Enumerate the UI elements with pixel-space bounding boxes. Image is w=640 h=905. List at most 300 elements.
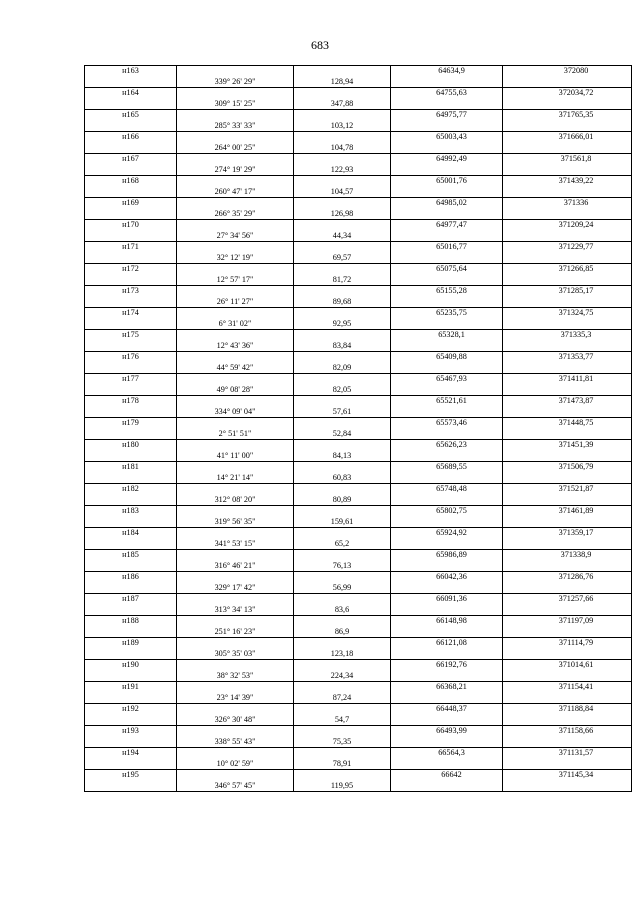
segment-row [85,561,632,572]
empty-cell [177,286,294,297]
empty-cell [177,264,294,275]
empty-cell [85,363,177,374]
y-coordinate-cell: 371353,77 [503,352,632,363]
point-name-cell: н163 [85,66,177,77]
empty-cell [177,704,294,715]
empty-cell [294,594,391,605]
coordinates-table-body [85,66,632,792]
empty-cell [391,693,503,704]
x-coordinate-cell: 65748,48 [391,484,503,495]
point-name-cell: н164 [85,88,177,99]
y-coordinate-cell: 371257,66 [503,594,632,605]
point-name-cell: н169 [85,198,177,209]
point-name-cell: н193 [85,726,177,737]
segment-length-cell: 82,05 [294,385,391,396]
point-row [85,242,632,253]
point-row [85,176,632,187]
segment-length-cell: 86,9 [294,627,391,638]
point-row [85,594,632,605]
point-name-cell: н179 [85,418,177,429]
x-coordinate-cell: 66642 [391,770,503,781]
empty-cell [503,209,632,220]
empty-cell [177,176,294,187]
x-coordinate-cell: 65001,76 [391,176,503,187]
empty-cell [294,682,391,693]
segment-row [85,605,632,616]
empty-cell [177,308,294,319]
page-number: 683 [311,38,329,52]
empty-cell [177,132,294,143]
empty-cell [503,253,632,264]
y-coordinate-cell: 372080 [503,66,632,77]
empty-cell [177,418,294,429]
empty-cell [177,462,294,473]
point-row [85,286,632,297]
empty-cell [177,198,294,209]
y-coordinate-cell: 371014,61 [503,660,632,671]
x-coordinate-cell: 66368,21 [391,682,503,693]
empty-cell [177,154,294,165]
empty-cell [294,506,391,517]
empty-cell [177,88,294,99]
direction-angle-cell: 266° 35' 29" [177,209,294,220]
direction-angle-cell: 274° 19' 29" [177,165,294,176]
empty-cell [177,440,294,451]
empty-cell [391,231,503,242]
y-coordinate-cell: 371448,75 [503,418,632,429]
point-name-cell: н167 [85,154,177,165]
point-name-cell: н194 [85,748,177,759]
y-coordinate-cell: 371461,89 [503,506,632,517]
empty-cell [85,539,177,550]
empty-cell [85,319,177,330]
x-coordinate-cell: 66148,98 [391,616,503,627]
empty-cell [294,638,391,649]
segment-length-cell: 104,57 [294,187,391,198]
empty-cell [503,759,632,770]
empty-cell [503,297,632,308]
x-coordinate-cell: 65409,88 [391,352,503,363]
y-coordinate-cell: 371561,8 [503,154,632,165]
segment-row [85,649,632,660]
direction-angle-cell: 26° 11' 27" [177,297,294,308]
empty-cell [85,671,177,682]
point-name-cell: н184 [85,528,177,539]
empty-cell [177,572,294,583]
empty-cell [177,550,294,561]
segment-row [85,473,632,484]
segment-length-cell: 75,35 [294,737,391,748]
empty-cell [391,605,503,616]
x-coordinate-cell: 65573,46 [391,418,503,429]
direction-angle-cell: 44° 59' 42" [177,363,294,374]
empty-cell [294,242,391,253]
point-row [85,462,632,473]
x-coordinate-cell: 66564,3 [391,748,503,759]
empty-cell [391,407,503,418]
empty-cell [85,253,177,264]
point-name-cell: н170 [85,220,177,231]
empty-cell [503,517,632,528]
x-coordinate-cell: 65235,75 [391,308,503,319]
empty-cell [85,561,177,572]
empty-cell [177,506,294,517]
point-row [85,572,632,583]
segment-row [85,385,632,396]
segment-length-cell: 347,88 [294,99,391,110]
segment-length-cell: 52,84 [294,429,391,440]
empty-cell [503,121,632,132]
y-coordinate-cell: 371188,84 [503,704,632,715]
empty-cell [294,440,391,451]
direction-angle-cell: 313° 34' 13" [177,605,294,616]
segment-row [85,759,632,770]
empty-cell [503,627,632,638]
empty-cell [294,770,391,781]
empty-cell [85,121,177,132]
y-coordinate-cell: 372034,72 [503,88,632,99]
empty-cell [85,781,177,792]
x-coordinate-cell: 64985,02 [391,198,503,209]
empty-cell [391,363,503,374]
empty-cell [85,99,177,110]
direction-angle-cell: 49° 08' 28" [177,385,294,396]
x-coordinate-cell: 65521,61 [391,396,503,407]
empty-cell [294,374,391,385]
point-row [85,704,632,715]
empty-cell [391,781,503,792]
empty-cell [503,187,632,198]
direction-angle-cell: 346° 57' 45" [177,781,294,792]
direction-angle-cell: 38° 32' 53" [177,671,294,682]
segment-length-cell: 123,18 [294,649,391,660]
y-coordinate-cell: 371765,35 [503,110,632,121]
point-name-cell: н188 [85,616,177,627]
x-coordinate-cell: 64634,9 [391,66,503,77]
empty-cell [177,682,294,693]
x-coordinate-cell: 65802,75 [391,506,503,517]
segment-row [85,407,632,418]
empty-cell [177,726,294,737]
segment-row [85,517,632,528]
empty-cell [503,451,632,462]
point-name-cell: н175 [85,330,177,341]
empty-cell [391,671,503,682]
segment-row [85,495,632,506]
empty-cell [85,165,177,176]
point-row [85,110,632,121]
point-name-cell: н176 [85,352,177,363]
empty-cell [85,209,177,220]
segment-row [85,187,632,198]
empty-cell [85,407,177,418]
empty-cell [177,660,294,671]
point-name-cell: н185 [85,550,177,561]
empty-cell [503,319,632,330]
x-coordinate-cell: 65689,55 [391,462,503,473]
direction-angle-cell: 334° 09' 04" [177,407,294,418]
empty-cell [391,517,503,528]
empty-cell [177,396,294,407]
empty-cell [391,143,503,154]
segment-row [85,781,632,792]
empty-cell [85,649,177,660]
segment-length-cell: 81,72 [294,275,391,286]
point-name-cell: н180 [85,440,177,451]
empty-cell [391,99,503,110]
direction-angle-cell: 260° 47' 17" [177,187,294,198]
empty-cell [391,627,503,638]
point-name-cell: н168 [85,176,177,187]
segment-length-cell: 224,34 [294,671,391,682]
point-name-cell: н174 [85,308,177,319]
direction-angle-cell: 23° 14' 39" [177,693,294,704]
empty-cell [177,616,294,627]
y-coordinate-cell: 371335,3 [503,330,632,341]
point-row [85,132,632,143]
empty-cell [503,99,632,110]
segment-row [85,297,632,308]
segment-length-cell: 44,34 [294,231,391,242]
y-coordinate-cell: 371666,01 [503,132,632,143]
point-row [85,66,632,77]
point-name-cell: н186 [85,572,177,583]
direction-angle-cell: 251° 16' 23" [177,627,294,638]
empty-cell [391,649,503,660]
segment-length-cell: 76,13 [294,561,391,572]
empty-cell [391,385,503,396]
empty-cell [177,242,294,253]
empty-cell [503,583,632,594]
segment-row [85,99,632,110]
empty-cell [85,473,177,484]
y-coordinate-cell: 371145,34 [503,770,632,781]
x-coordinate-cell: 66121,08 [391,638,503,649]
point-row [85,264,632,275]
point-row [85,396,632,407]
empty-cell [294,572,391,583]
empty-cell [85,297,177,308]
segment-row [85,143,632,154]
point-row [85,770,632,781]
empty-cell [391,737,503,748]
coordinates-table [84,65,632,792]
segment-length-cell: 56,99 [294,583,391,594]
empty-cell [85,429,177,440]
segment-row [85,715,632,726]
empty-cell [503,473,632,484]
point-name-cell: н165 [85,110,177,121]
empty-cell [391,473,503,484]
x-coordinate-cell: 65924,92 [391,528,503,539]
y-coordinate-cell: 371359,17 [503,528,632,539]
direction-angle-cell: 309° 15' 25" [177,99,294,110]
point-row [85,330,632,341]
segment-length-cell: 84,13 [294,451,391,462]
segment-row [85,231,632,242]
segment-length-cell: 82,09 [294,363,391,374]
direction-angle-cell: 6° 31' 02" [177,319,294,330]
empty-cell [294,88,391,99]
empty-cell [294,550,391,561]
point-name-cell: н166 [85,132,177,143]
point-row [85,484,632,495]
empty-cell [177,748,294,759]
empty-cell [85,693,177,704]
empty-cell [503,165,632,176]
empty-cell [294,308,391,319]
direction-angle-cell: 14° 21' 14" [177,473,294,484]
point-row [85,440,632,451]
empty-cell [503,275,632,286]
empty-cell [391,583,503,594]
point-row [85,638,632,649]
direction-angle-cell: 41° 11' 00" [177,451,294,462]
point-row [85,528,632,539]
segment-row [85,77,632,88]
empty-cell [503,77,632,88]
empty-cell [294,528,391,539]
point-name-cell: н189 [85,638,177,649]
y-coordinate-cell: 371506,79 [503,462,632,473]
segment-row [85,627,632,638]
empty-cell [294,352,391,363]
empty-cell [294,176,391,187]
empty-cell [177,638,294,649]
empty-cell [294,110,391,121]
y-coordinate-cell: 371154,41 [503,682,632,693]
empty-cell [294,132,391,143]
segment-length-cell: 103,12 [294,121,391,132]
direction-angle-cell: 264° 00' 25" [177,143,294,154]
segment-row [85,671,632,682]
segment-row [85,583,632,594]
segment-row [85,451,632,462]
point-name-cell: н190 [85,660,177,671]
empty-cell [391,561,503,572]
point-name-cell: н177 [85,374,177,385]
empty-cell [294,660,391,671]
empty-cell [294,198,391,209]
direction-angle-cell: 326° 30' 48" [177,715,294,726]
direction-angle-cell: 312° 08' 20" [177,495,294,506]
segment-length-cell: 128,94 [294,77,391,88]
empty-cell [85,583,177,594]
empty-cell [503,363,632,374]
y-coordinate-cell: 371209,24 [503,220,632,231]
point-name-cell: н191 [85,682,177,693]
empty-cell [294,484,391,495]
point-name-cell: н182 [85,484,177,495]
point-row [85,660,632,671]
empty-cell [177,594,294,605]
empty-cell [294,154,391,165]
empty-cell [503,693,632,704]
point-row [85,88,632,99]
direction-angle-cell: 12° 43' 36" [177,341,294,352]
x-coordinate-cell: 65003,43 [391,132,503,143]
segment-row [85,121,632,132]
empty-cell [503,649,632,660]
y-coordinate-cell: 371114,79 [503,638,632,649]
point-name-cell: н192 [85,704,177,715]
segment-row [85,693,632,704]
point-row [85,550,632,561]
y-coordinate-cell: 371473,87 [503,396,632,407]
x-coordinate-cell: 64755,63 [391,88,503,99]
empty-cell [391,121,503,132]
segment-length-cell: 65,2 [294,539,391,550]
empty-cell [294,418,391,429]
empty-cell [85,187,177,198]
segment-row [85,539,632,550]
segment-length-cell: 122,93 [294,165,391,176]
empty-cell [503,407,632,418]
empty-cell [503,231,632,242]
segment-row [85,363,632,374]
point-row [85,616,632,627]
x-coordinate-cell: 65328,1 [391,330,503,341]
empty-cell [294,396,391,407]
empty-cell [294,462,391,473]
empty-cell [391,77,503,88]
segment-row [85,275,632,286]
empty-cell [391,715,503,726]
x-coordinate-cell: 64992,49 [391,154,503,165]
point-row [85,352,632,363]
empty-cell [503,429,632,440]
point-row [85,220,632,231]
x-coordinate-cell: 65155,28 [391,286,503,297]
y-coordinate-cell: 371338,9 [503,550,632,561]
direction-angle-cell: 32° 12' 19" [177,253,294,264]
empty-cell [391,275,503,286]
segment-length-cell: 92,95 [294,319,391,330]
x-coordinate-cell: 64975,77 [391,110,503,121]
empty-cell [294,264,391,275]
empty-cell [177,66,294,77]
y-coordinate-cell: 371158,66 [503,726,632,737]
segment-length-cell: 83,84 [294,341,391,352]
segment-length-cell: 83,6 [294,605,391,616]
direction-angle-cell: 316° 46' 21" [177,561,294,572]
point-row [85,154,632,165]
x-coordinate-cell: 66091,36 [391,594,503,605]
empty-cell [85,341,177,352]
segment-row [85,341,632,352]
empty-cell [85,451,177,462]
empty-cell [294,726,391,737]
empty-cell [503,781,632,792]
segment-length-cell: 87,24 [294,693,391,704]
y-coordinate-cell: 371451,39 [503,440,632,451]
direction-angle-cell: 339° 26' 29" [177,77,294,88]
direction-angle-cell: 329° 17' 42" [177,583,294,594]
empty-cell [503,671,632,682]
y-coordinate-cell: 371266,85 [503,264,632,275]
empty-cell [503,385,632,396]
empty-cell [294,330,391,341]
x-coordinate-cell: 64977,47 [391,220,503,231]
point-row [85,748,632,759]
point-name-cell: н183 [85,506,177,517]
empty-cell [177,352,294,363]
empty-cell [391,297,503,308]
empty-cell [503,539,632,550]
x-coordinate-cell: 66493,99 [391,726,503,737]
x-coordinate-cell: 66042,36 [391,572,503,583]
empty-cell [503,605,632,616]
